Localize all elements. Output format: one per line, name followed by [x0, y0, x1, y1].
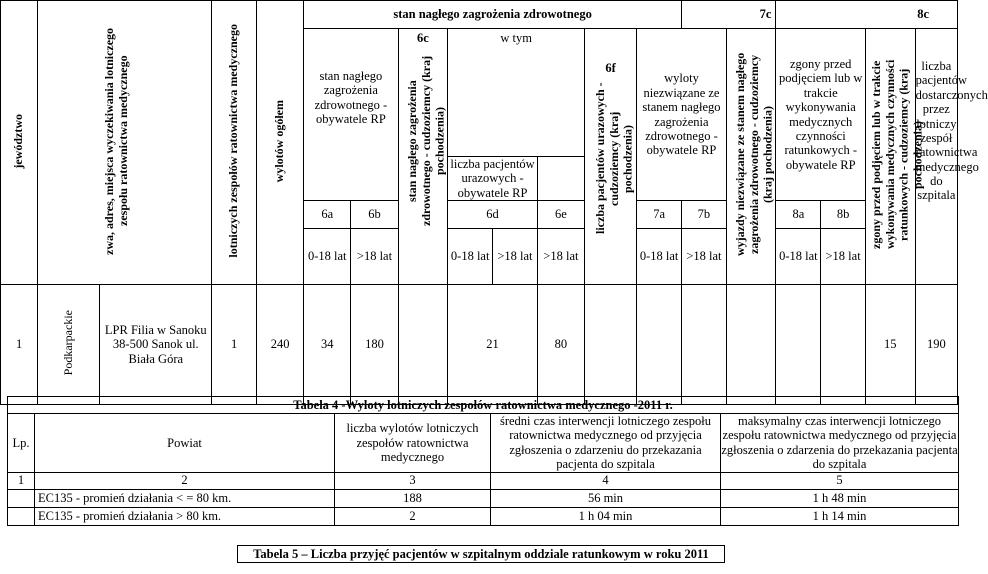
row-6c	[398, 285, 448, 405]
cell-7b: 7b	[682, 201, 727, 229]
row-lp: 1	[1, 285, 38, 405]
row-8a	[776, 285, 821, 405]
row-7a	[637, 285, 682, 405]
row-6b: 180	[351, 285, 398, 405]
cell-6a: 6a	[304, 201, 351, 229]
age-0-18: 0-18 lat	[448, 229, 493, 285]
header-wojewodztwo: jewództwo	[1, 1, 38, 285]
table-4	[7, 396, 959, 526]
age-18: >18 lat	[682, 229, 727, 285]
header-zgony-cudz: zgony przed podjęciem lub w trakcie wykonywania medycznych czynności ratunkowych - cudzoziemcy (kraj pochodzenia)	[865, 29, 915, 285]
header-dostarczonych: liczba pacjentów dostarczonych przez lotniczy zespół ratownictwa medycznego do szpitala	[915, 29, 957, 285]
cell-6d: 6d	[448, 201, 537, 229]
header-sredni: średni czas interwencji lotniczego zespołu ratownictwa medycznego od przyjęcia zgłoszenia o zdarzeniu do przekazania pacjenta do szpitala	[491, 414, 721, 473]
header-wylotow: wylotów ogółem	[256, 1, 303, 285]
age-0-18: 0-18 lat	[637, 229, 682, 285]
header-lp: Lp.	[8, 414, 35, 473]
cell-8b: 8b	[821, 201, 866, 229]
age-0-18: 0-18 lat	[776, 229, 821, 285]
header-wyloty-niezw: wyloty niezwiązane ze stanem nagłego zagrożenia zdrowotnego -obywatele RP	[637, 29, 727, 201]
header-7c: 7c	[682, 1, 776, 29]
row-7b	[682, 285, 727, 405]
header-maks: maksymalny czas interwencji lotniczego zespołu ratownictwa medycznego od przyjęcia zgłoszenia o zdarzenia do przekazania pacjenta do szpitala	[721, 414, 958, 472]
table-row	[8, 489, 959, 507]
header-zespoly: lotniczych zespołów ratownictwa medycznego	[212, 1, 257, 285]
row-6d: 21	[448, 285, 537, 405]
col-num: 1	[8, 472, 35, 489]
row-nazwa: LPR Filia w Sanoku 38-500 Sanok ul. Biała Góra	[100, 285, 212, 405]
header-liczba: liczba wylotów lotniczych zespołów ratownictwa medycznego	[335, 414, 491, 473]
col-num: 2	[35, 472, 335, 489]
row-lp	[8, 507, 35, 525]
row-7c	[726, 285, 776, 405]
header-urazowych-rp: liczba pacjentów urazowych -obywatele RP	[448, 157, 537, 201]
row-sredni: 1 h 04 min	[491, 507, 721, 525]
cell-8a: 8a	[776, 201, 821, 229]
table-5-caption: Tabela 5 – Liczba przyjęć pacjentów w szpitalnym oddziale ratunkowym w roku 2011	[237, 545, 725, 563]
header-stan-rp: stan nagłego zagrożenia zdrowotnego - obywatele RP	[304, 29, 398, 201]
row-maks: 1 h 14 min	[721, 507, 959, 525]
row-wojewodztwo: Podkarpackie	[38, 285, 100, 405]
row-powiat: EC135 - promień działania > 80 km.	[35, 507, 335, 525]
row-powiat: EC135 - promień działania < = 80 km.	[35, 489, 335, 507]
age-18: >18 lat	[493, 229, 538, 285]
row-8b	[821, 285, 866, 405]
header-8c: 8c	[776, 1, 958, 29]
cell-6e: 6e	[537, 201, 584, 229]
cell-7a: 7a	[637, 201, 682, 229]
header-nazwa: zwa, adres, miejsca wyczekiwania lotniczego zespołu ratownictwa medycznego	[38, 1, 212, 285]
row-dostarczonych: 190	[915, 285, 957, 405]
row-6f	[585, 285, 637, 405]
row-maks: 1 h 48 min	[721, 489, 959, 507]
row-8c: 15	[865, 285, 915, 405]
header-stan-top: stan nagłego zagrożenia zdrowotnego	[304, 1, 682, 29]
header-stan-cudz: 6c stan nagłego zagrożenia zdrowotnego - cudzoziemcy (kraj pochodzenia)	[398, 29, 448, 285]
row-liczba: 2	[335, 507, 491, 525]
row-zespoly: 1	[212, 285, 257, 405]
table-row	[8, 507, 959, 525]
header-w-tym: w tym	[448, 29, 585, 157]
row-liczba: 188	[335, 489, 491, 507]
age-0-18: 0-18 lat	[304, 229, 351, 285]
header-zgony-rp: zgony przed podjęciem lub w trakcie wykonywania medycznych czynności ratunkowych - obywatele RP	[776, 29, 865, 201]
table-4-title: Tabela 4 -Wyloty lotniczych zespołów ratownictwa medycznego -2011 r.	[8, 397, 959, 414]
row-6e: 80	[537, 285, 584, 405]
row-sredni: 56 min	[491, 489, 721, 507]
header-wyjazdy-cudz: wyjazdy niezwiązane ze stanem nagłego zagrożenia zdrowotnego - cudzoziemcy (kraj pochodzenia)	[726, 29, 776, 285]
col-num: 3	[335, 472, 491, 489]
row-lp	[8, 489, 35, 507]
header-urazowych-cudz: 6f liczba pacjentów urazowych - cudzoziemcy (kraj pochodzenia)	[585, 29, 637, 285]
table-row	[1, 285, 958, 405]
col-num: 5	[721, 472, 959, 489]
header-powiat: Powiat	[35, 414, 335, 473]
col-num: 4	[491, 472, 721, 489]
age-18: >18 lat	[351, 229, 398, 285]
age-18: >18 lat	[537, 229, 584, 285]
cell-6b: 6b	[351, 201, 398, 229]
row-6a: 34	[304, 285, 351, 405]
row-wylotow: 240	[256, 285, 303, 405]
age-18: >18 lat	[821, 229, 866, 285]
